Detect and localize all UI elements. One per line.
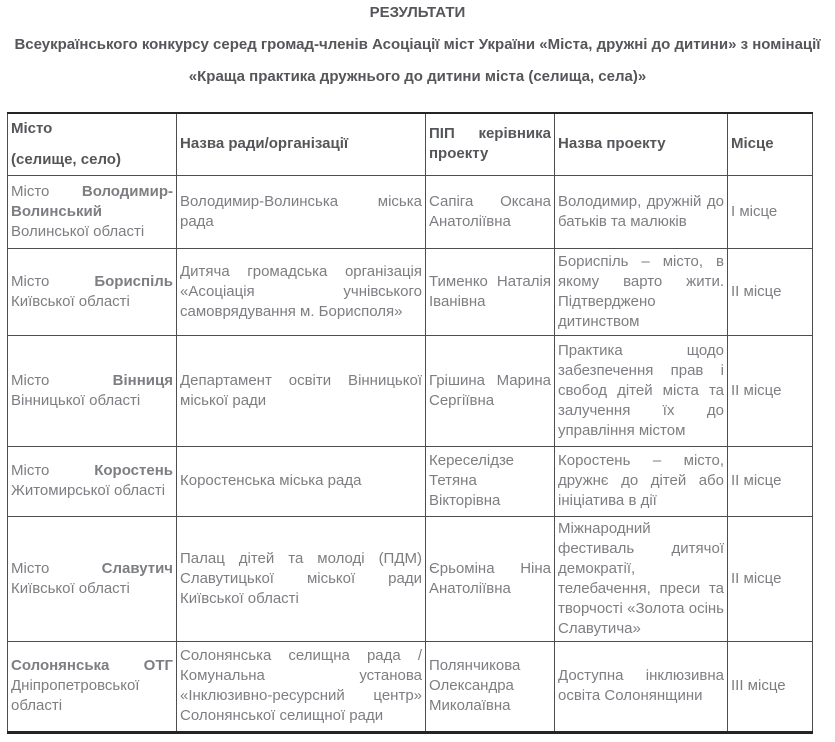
col-header-place: Місце	[728, 113, 813, 175]
col-header-org: Назва ради/організації	[177, 113, 426, 175]
project-cell: Коростень – місто, дружнє до дітей або ініціатива в дії	[555, 446, 728, 516]
city-region: Київської області	[11, 579, 130, 597]
table-row	[8, 335, 813, 446]
city-region: Київської області	[11, 292, 130, 310]
place-cell: І місце	[728, 175, 813, 248]
col-header-city	[8, 113, 177, 175]
page-title: РЕЗУЛЬТАТИ	[369, 4, 466, 21]
leader-cell: Єрьоміна Ніна Анатоліївна	[426, 516, 555, 641]
col-header-leader: ПІП керівника проекту	[426, 113, 555, 175]
city-name: Славутич	[101, 559, 173, 577]
table-row	[8, 516, 813, 641]
city-prefix: Місто	[11, 559, 50, 577]
place-cell: ІІ місце	[728, 335, 813, 446]
project-cell: Практика щодо забезпечення прав і свобод дітей міста та залучення їх до управління містом	[555, 335, 728, 446]
project-cell: Міжнародний фестиваль дитячої демократії, телебачення, преси та творчості «Золота осінь Славутича»	[555, 516, 728, 641]
city-region: Вінницької області	[11, 391, 141, 409]
table-row	[8, 248, 813, 335]
table-row	[8, 446, 813, 516]
city-cell	[8, 248, 177, 335]
project-cell: Бориспіль – місто, в якому варто жити. Підтверджено дитинством	[555, 248, 728, 335]
city-prefix: Місто	[11, 272, 50, 290]
city-prefix: Місто	[11, 371, 50, 389]
leader-cell: Полянчикова Олександра Миколаївна	[426, 641, 555, 732]
leader-cell: Кереселідзе Тетяна Вікторівна	[426, 446, 555, 516]
city-name: Вінниця	[112, 371, 173, 389]
col-header-city-line1: Місто	[11, 119, 53, 137]
page-subtitle-line1: Всеукраїнського конкурсу серед громад-членів Асоціації міст України «Міста, дружні до дитини» з номінації	[14, 36, 821, 53]
table-row	[8, 175, 813, 248]
city-cell	[8, 446, 177, 516]
city-cell	[8, 335, 177, 446]
leader-cell: Тименко Наталія Іванівна	[426, 248, 555, 335]
page-subtitle-line2: «Краща практика дружнього до дитини міста (селища, села)»	[188, 68, 647, 85]
project-cell: Доступна інклюзивна освіта Солонянщини	[555, 641, 728, 732]
org-cell: Володимир-Волинська міська рада	[177, 175, 426, 248]
col-header-city-line2: (селище, село)	[11, 150, 121, 168]
page-header	[0, 5, 835, 84]
place-cell: ІІ місце	[728, 516, 813, 641]
place-cell: ІІ місце	[728, 446, 813, 516]
table-header-row	[8, 113, 813, 175]
city-prefix: Місто	[11, 182, 50, 200]
city-name: Володимир-Волинський	[11, 182, 173, 220]
results-table	[7, 112, 813, 734]
place-cell: ІІІ місце	[728, 641, 813, 732]
org-cell: Солонянська селищна рада / Комунальна установа «Інклюзивно-ресурсний центр» Солонянської селищної ради	[177, 641, 426, 732]
col-header-project: Назва проекту	[555, 113, 728, 175]
results-page	[0, 5, 835, 734]
org-cell: Департамент освіти Вінницької міської ради	[177, 335, 426, 446]
org-cell: Дитяча громадська організація «Асоціація учнівського самоврядування м. Борисполя»	[177, 248, 426, 335]
city-prefix: Місто	[11, 462, 50, 479]
place-cell: ІІ місце	[728, 248, 813, 335]
city-name: Бориспіль	[94, 272, 173, 290]
city-region: Волинської області	[11, 222, 145, 240]
leader-cell: Сапіга Оксана Анатоліївна	[426, 175, 555, 248]
table-row	[8, 641, 813, 732]
project-cell: Володимир, дружній до батьків та малюків	[555, 175, 728, 248]
city-region: Житомирської області	[11, 482, 166, 499]
city-cell	[8, 641, 177, 732]
leader-cell: Грішина Марина Сергіївна	[426, 335, 555, 446]
city-region: Дніпропетровської області	[11, 677, 140, 714]
city-cell	[8, 516, 177, 641]
org-cell: Коростенська міська рада	[177, 446, 426, 516]
city-cell	[8, 175, 177, 248]
org-cell: Палац дітей та молоді (ПДМ) Славутицької міської ради Київської області	[177, 516, 426, 641]
city-name: Коростень	[94, 462, 173, 479]
city-name: Солонянська ОТГ	[11, 657, 173, 674]
